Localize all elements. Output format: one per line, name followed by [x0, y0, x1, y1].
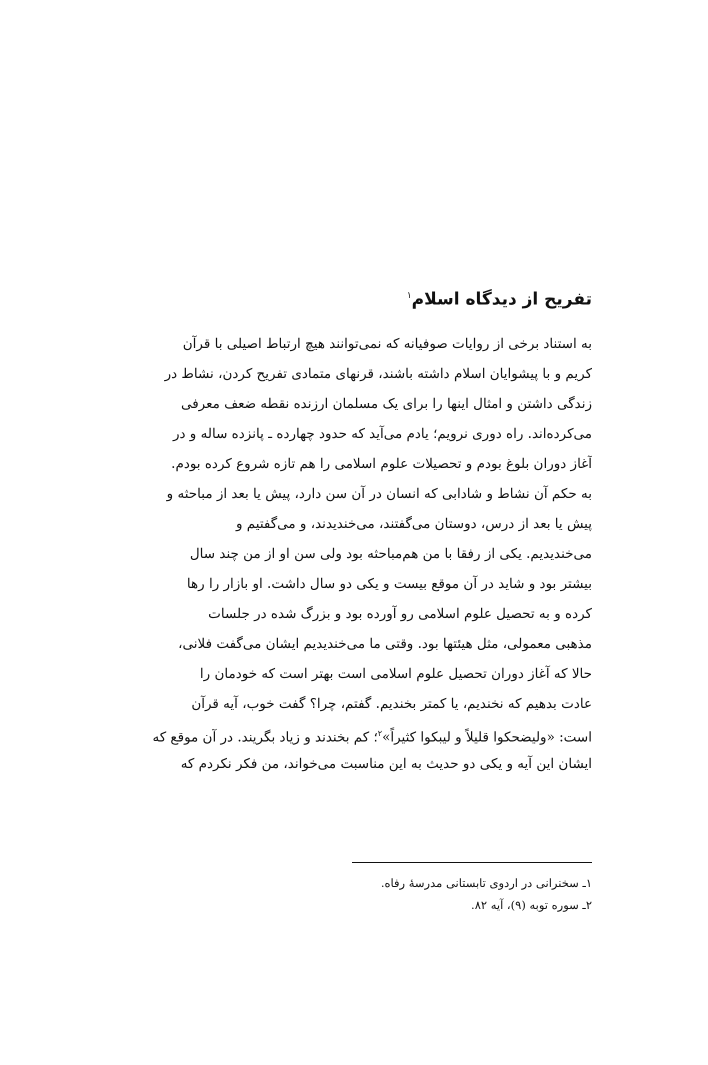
text-line: به استناد برخی از روایات صوفیانه که نمی‌توانند هیچ ارتباط اصیلی با قرآن [182, 336, 592, 352]
body-text [120, 329, 592, 779]
text-line: ایشان این آیه و یکی دو حدیث به این مناسبت می‌خواند، من فکر نکردم که [180, 756, 592, 772]
chapter-title: تفریح از دیدگاه اسلام [411, 289, 592, 310]
text-line: زندگی داشتن و امثال اینها را برای یک مسلمان ارزنده نقطه ضعف معرفی [180, 396, 592, 412]
chapter-heading [120, 281, 592, 315]
quote-continuation: ؛ کم بخندند و زیاد بگریند. در آن موقع که [152, 729, 378, 746]
text-line: مذهبی معمولی، مثل هیئتها بود. وقتی ما می‌خندیدیم ایشان می‌گفت فلانی، [178, 636, 592, 652]
text-line: می‌خندیدیم. یکی از رفقا با من هم‌مباحثه بود ولی سن او از من چند سال [189, 546, 592, 562]
text-line: بیشتر بود و شاید در آن موقع بیست و یکی دو سال داشت. او بازار را رها [186, 576, 592, 592]
text-line: عادت بدهیم که نخندیم، یا کمتر بخندیم. گفتم، چرا؟ گفت خوب، آیه قرآن [191, 696, 592, 712]
text-line: کرده و به تحصیل علوم اسلامی رو آورده بود و بزرگ شده در جلسات [208, 606, 592, 622]
text-line: کریم و با پیشوایان اسلام داشته باشند، قرنهای متمادی تفریح کردن، نشاط در [164, 366, 592, 382]
text-line: آغاز دوران بلوغ بودم و تحصیلات علوم اسلامی را هم تازه شروع کرده بودم. [171, 456, 592, 472]
text-line-with-quote [120, 719, 592, 749]
quran-quote: است: «ولیضحکوا قلیلاً و لیبکوا کثیراً» [382, 729, 592, 746]
footnote-1: ۱ـ سخنرانی در اردوی تابستانی مدرسهٔ رفاه. [380, 876, 592, 890]
footnote-divider [352, 862, 592, 863]
footnote-ref-1: ۱ [406, 291, 412, 301]
footnotes [120, 872, 592, 916]
footnote-ref-2: ۲ [377, 729, 383, 738]
footnote-2: ۲ـ سوره توبه (۹)، آیه ۸۲. [471, 898, 592, 912]
text-line: می‌کرده‌اند. راه دوری نرویم؛ یادم می‌آید که حدود چهارده ـ پانزده ساله و در [172, 426, 592, 442]
text-line: حالا که آغاز دوران تحصیل علوم اسلامی است بهتر است که خودمان را [199, 666, 592, 682]
text-line: پیش یا بعد از درس، دوستان می‌گفتند، می‌خندیدند، و می‌گفتیم و [235, 516, 592, 532]
text-line: به حکم آن نشاط و شادابی که انسان در آن سن دارد، پیش یا بعد از مباحثه و [166, 486, 592, 502]
